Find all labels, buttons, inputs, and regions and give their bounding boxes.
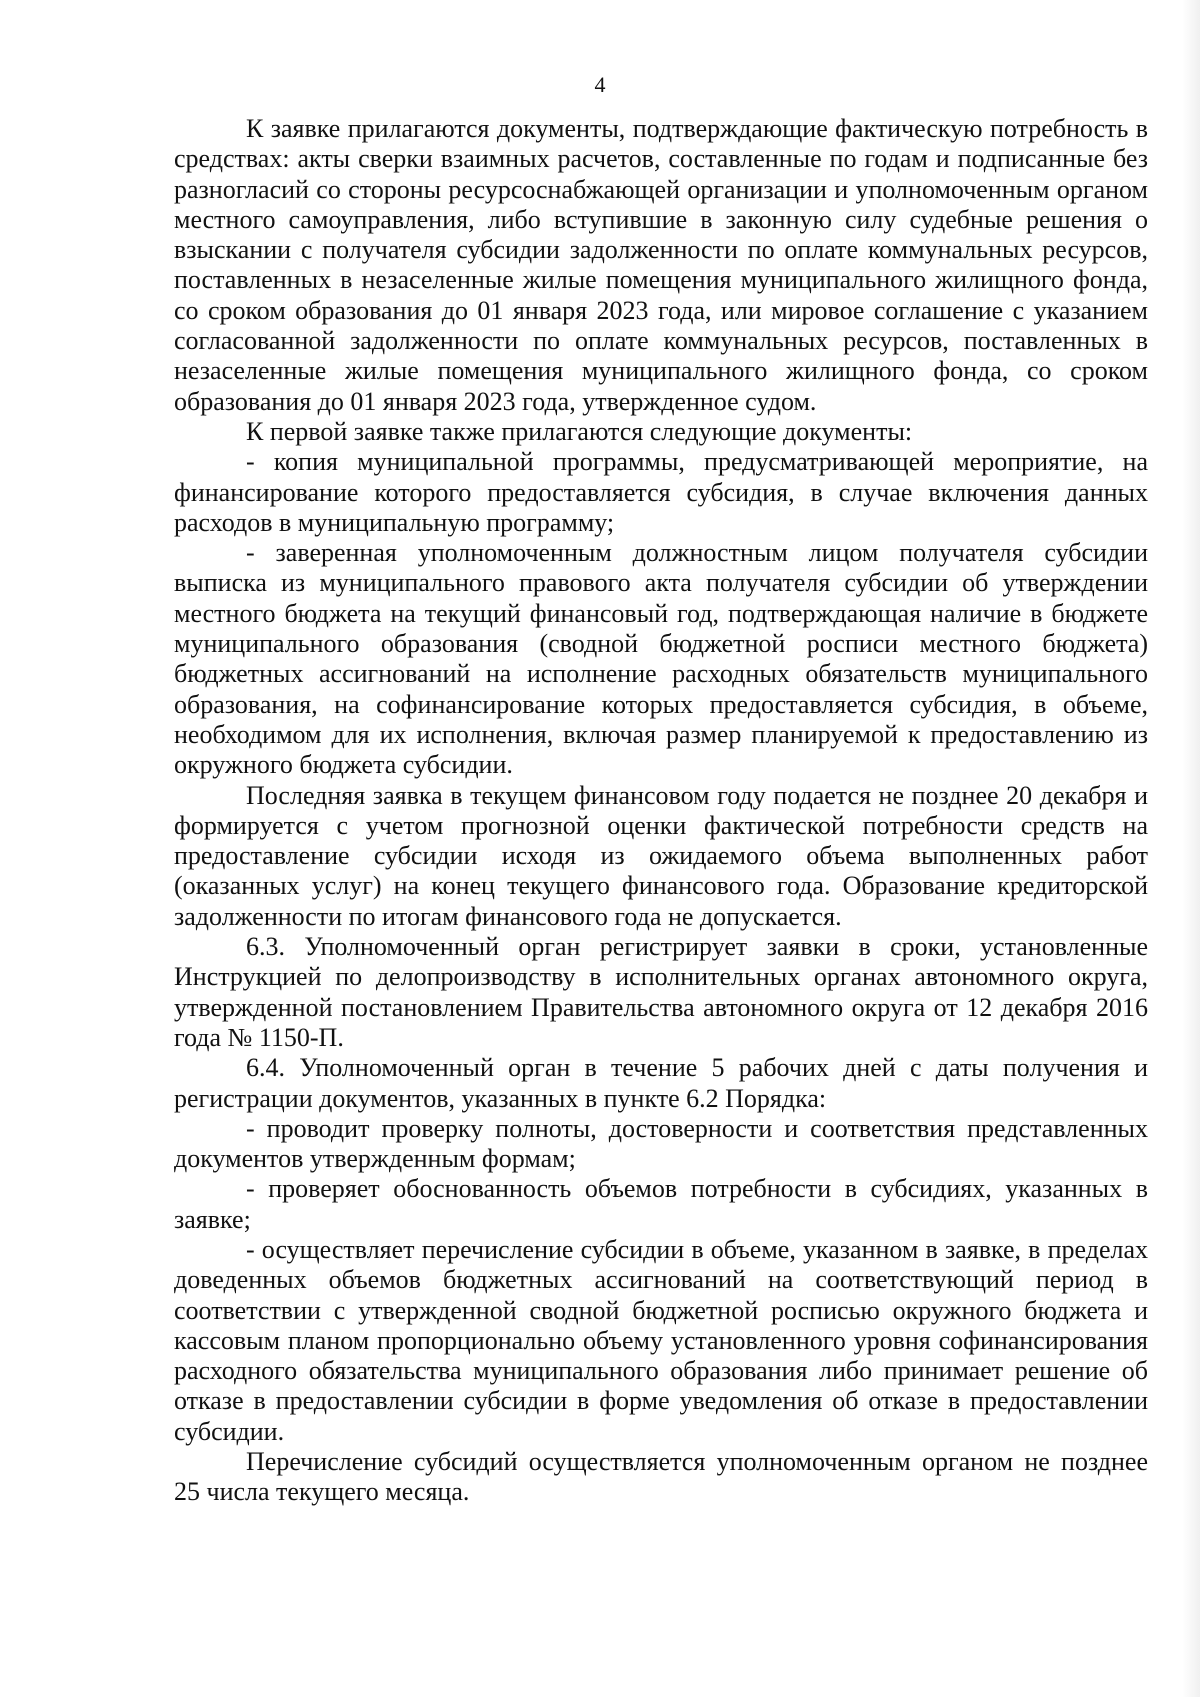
page-number: 4 [594,72,606,97]
document-body [174,114,1148,1508]
list-item-budget-extract: - заверенная уполномоченным должностным лицом получателя субсидии выписка из муниципального правового акта получателя субсидии об утверждении местного бюджета на текущий финансовый год, подтверждающая наличие в бюджете муниципального образования (сводной бюджетной росписи местного бюджета) бюджетных ассигнований на исполнение расходных обязательств муниципального образования, на софинансирование которых предоставляется субсидия, в объеме, необходимом для их исполнения, включая размер планируемой к предоставлению из окружного бюджета субсидии. [174,538,1148,780]
list-item-transfer-subsidy: - осуществляет перечисление субсидии в объеме, указанном в заявке, в пределах доведенных объемов бюджетных ассигнований на соответствующий период в соответствии с утвержденной сводной бюджетной росписью окружного бюджета и кассовым планом пропорционально объему установленного уровня софинансирования расходного обязательства муниципального образования либо принимает решение об отказе в предоставлении субсидии в форме уведомления об отказе в предоставлении субсидии. [174,1234,1148,1446]
paragraph-6-4: 6.4. Уполномоченный орган в течение 5 рабочих дней с даты получения и регистрации документов, указанных в пункте 6.2 Порядка: [174,1053,1148,1113]
list-item-check-completeness: - проводит проверку полноты, достоверности и соответствия представленных документов утвержденным формам; [174,1113,1148,1174]
list-item-program-copy: - копия муниципальной программы, предусматривающей мероприятие, на финансирование которого предоставляется субсидия, в случае включения данных расходов в муниципальную программу; [174,447,1148,537]
paragraph-transfer-deadline: Перечисление субсидий осуществляется уполномоченным органом не позднее 25 числа текущего месяца. [174,1447,1148,1507]
paragraph-attachments: К заявке прилагаются документы, подтверждающие фактическую потребность в средствах: акты сверки взаимных расчетов, составленные по годам и подписанные без разногласий со стороны ресурсоснабжающей организации и уполномоченным органом местного самоуправления, либо вступившие в законную силу судебные решения о взыскании с получателя субсидии задолженности по оплате коммунальных ресурсов, поставленных в незаселенные жилые помещения муниципального жилищного фонда, со сроком образования до 01 января 2023 года, или мировое соглашение с указанием согласованной задолженности по оплате коммунальных ресурсов, поставленных в незаселенные жилые помещения муниципального жилищного фонда, со сроком образования до 01 января 2023 года, утвержденное судом. [174,114,1148,416]
paragraph-6-3: 6.3. Уполномоченный орган регистрирует заявки в сроки, установленные Инструкцией по делопроизводству в исполнительных органах автономного округа, утвержденной постановлением Правительства автономного округа от 12 декабря 2016 года № 1150-П. [174,932,1148,1052]
paragraph-last-application: Последняя заявка в текущем финансовом году подается не позднее 20 декабря и формируется с учетом прогнозной оценки фактической потребности средств на предоставление субсидии исходя из ожидаемого объема выполненных работ (оказанных услуг) на конец текущего финансового года. Образование кредиторской задолженности по итогам финансового года не допускается. [174,780,1148,931]
list-item-check-validity: - проверяет обоснованность объемов потребности в субсидиях, указанных в заявке; [174,1174,1148,1234]
page-edge-shadow [1182,0,1200,1697]
paragraph-first-application-intro: К первой заявке также прилагаются следующие документы: [246,416,913,446]
